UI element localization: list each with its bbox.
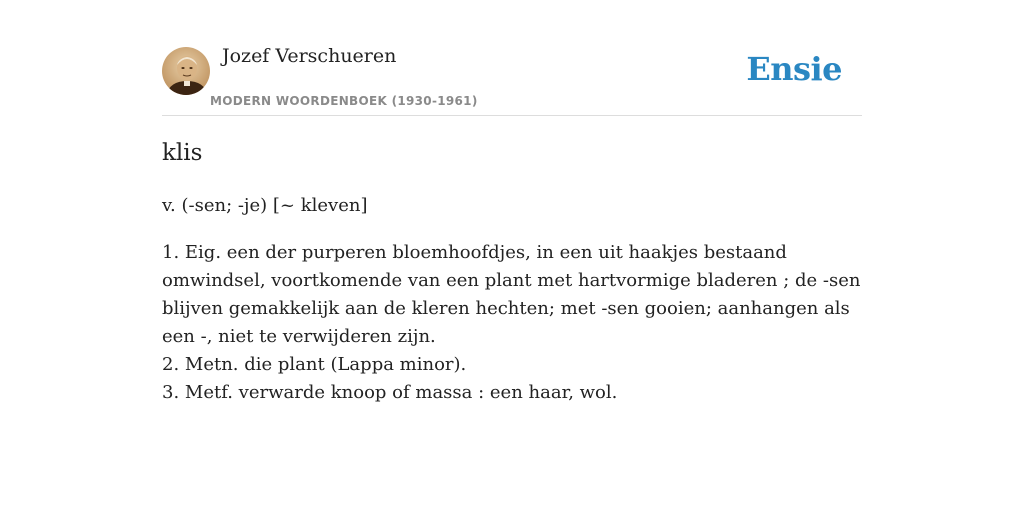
ensie-logo[interactable]: Ensie — [746, 50, 842, 88]
author-portrait-icon — [162, 47, 210, 95]
headword: klis — [162, 140, 203, 166]
entry-header — [162, 40, 862, 116]
author-avatar[interactable] — [162, 47, 210, 95]
entry-card — [162, 40, 862, 403]
sense-2: 2. Metn. die plant (Lappa minor). — [162, 354, 467, 375]
definition — [162, 239, 862, 407]
sense-1: 1. Eig. een der purperen bloemhoofdjes, in een uit haakjes bestaand omwindsel, voortkomende van een plant met hartvormige bladeren ; de -sen blijven gemakkelijk aan de kleren hechten; met -sen gooien; aanhangen als een -, niet te verwijderen zijn. — [162, 242, 861, 347]
author-name[interactable]: Jozef Verschueren — [222, 45, 397, 67]
grammar-info: v. (-sen; -je) [~ kleven] — [162, 195, 368, 216]
sense-3: 3. Metf. verwarde knoop of massa : een haar, wol. — [162, 382, 618, 403]
dictionary-source[interactable]: MODERN WOORDENBOEK (1930-1961) — [210, 94, 478, 108]
